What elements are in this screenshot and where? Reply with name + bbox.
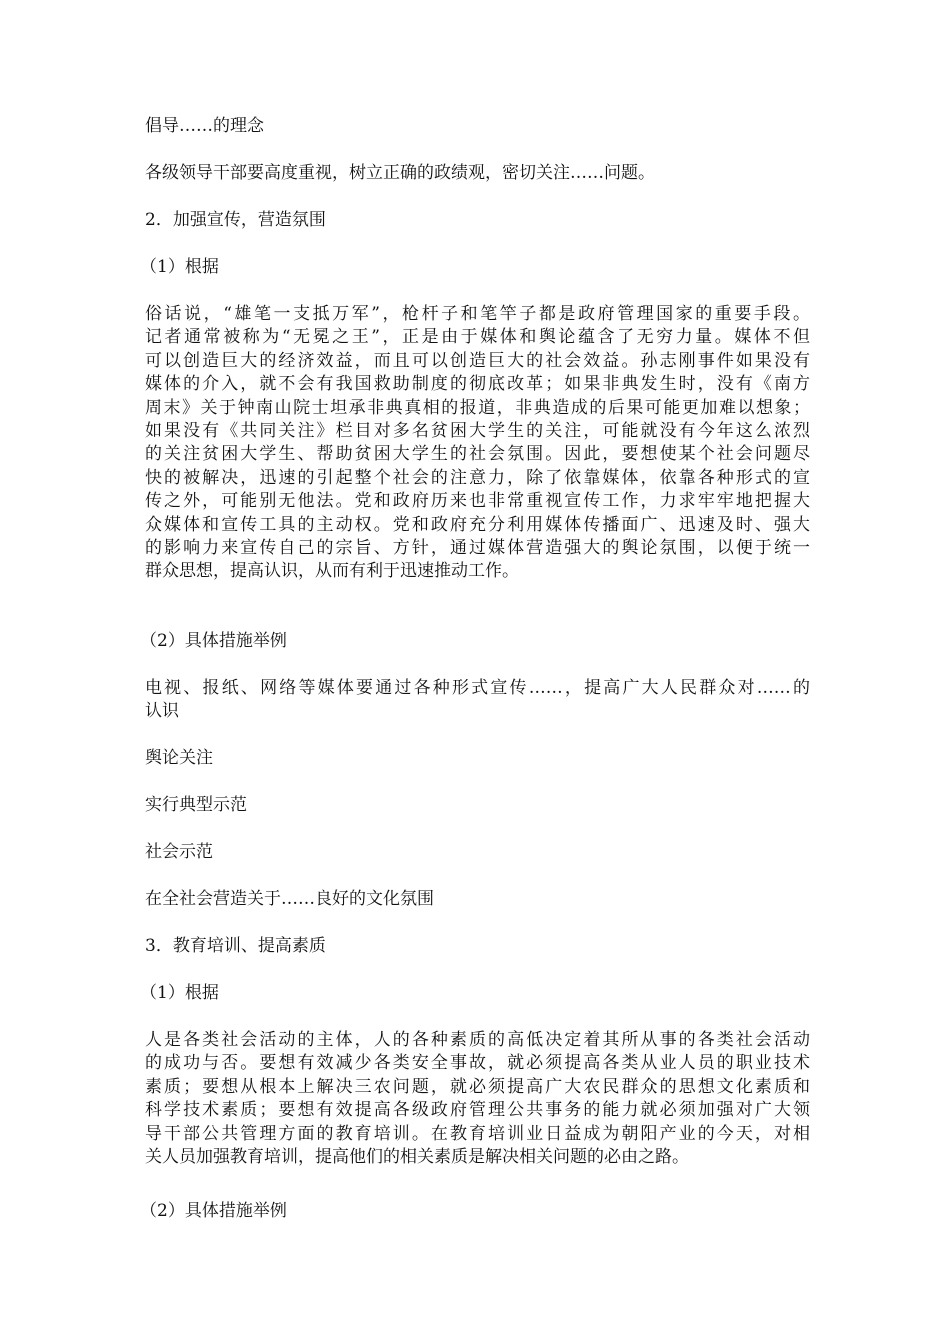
paragraph-line: 的影响力来宣传自己的宗旨、方针，通过媒体营造强大的舆论氛围，以便于统一: [145, 538, 810, 559]
section-heading-3: 3．教育培训、提高素质: [145, 936, 326, 956]
subheading-measures-1: （2）具体措施举例: [140, 631, 287, 651]
paragraph-line: 可以创造巨大的经济效益，而且可以创造巨大的社会效益。孙志刚事件如果没有: [145, 350, 810, 371]
paragraph-media-measures: [145, 677, 810, 724]
paragraph-line: 关人员加强教育培训，提高他们的相关素质是解决相关问题的必由之路。: [145, 1147, 689, 1168]
paragraph-line: 传之外，可能别无他法。党和政府历来也非常重视宣传工作，力求牢牢地把握大: [145, 491, 810, 512]
line-social-demonstration: 社会示范: [145, 842, 213, 862]
line-public-opinion: 舆论关注: [145, 748, 213, 768]
paragraph-line: 记者通常被称为“无冕之王”，正是由于媒体和舆论蕴含了无穷力量。媒体不但: [145, 327, 810, 348]
paragraph-line: 如果没有《共同关注》栏目对多名贫困大学生的关注，可能就没有今年这么浓烈: [145, 421, 810, 442]
paragraph-line: 人是各类社会活动的主体，人的各种素质的高低决定着其所从事的各类社会活动: [145, 1030, 810, 1050]
line-leaders-attention: 各级领导干部要高度重视，树立正确的政绩观，密切关注……问题。: [145, 163, 655, 183]
paragraph-line: 众媒体和宣传工具的主动权。党和政府充分利用媒体传播面广、迅速及时、强大: [145, 514, 810, 535]
paragraph-education-basis: [145, 1029, 810, 1169]
paragraph-line: 素质；要想从根本上解决三农问题，就必须提高广大农民群众的思想文化素质和: [145, 1076, 810, 1097]
paragraph-line: 媒体的介入，就不会有我国救助制度的彻底改革；如果非典发生时，没有《南方: [145, 374, 810, 395]
paragraph-line: 的关注贫困大学生、帮助贫困大学生的社会氛围。因此，要想使某个社会问题尽: [145, 444, 810, 465]
line-typical-demonstration: 实行典型示范: [145, 795, 247, 815]
paragraph-line: 科学技术素质；要想有效提高各级政府管理公共事务的能力就必须加强对广大领: [145, 1100, 810, 1121]
line-cultural-atmosphere: 在全社会营造关于……良好的文化氛围: [145, 889, 434, 909]
subheading-basis-2: （1）根据: [140, 983, 219, 1003]
section-heading-2: 2．加强宣传，营造氛围: [145, 210, 326, 230]
paragraph-line: 俗话说，“雄笔一支抵万军”，枪杆子和笔竿子都是政府管理国家的重要手段。: [145, 304, 810, 324]
paragraph-line: 群众思想，提高认识，从而有利于迅速推动工作。: [145, 561, 519, 582]
subheading-basis-1: （1）根据: [140, 257, 219, 277]
paragraph-media-basis: [145, 303, 810, 584]
paragraph-line: 周末》关于钟南山院士坦承非典真相的报道，非典造成的后果可能更加难以想象；: [145, 397, 810, 418]
line-advocate-concept: 倡导……的理念: [145, 116, 264, 136]
paragraph-line: 快的被解决，迅速的引起整个社会的注意力，除了依靠媒体，依靠各种形式的宣: [145, 467, 810, 488]
paragraph-line: 电视、报纸、网络等媒体要通过各种形式宣传……，提高广大人民群众对……的: [145, 678, 810, 698]
paragraph-line: 认识: [145, 701, 179, 722]
paragraph-line: 导干部公共管理方面的教育培训。在教育培训业日益成为朝阳产业的今天，对相: [145, 1123, 810, 1144]
paragraph-line: 的成功与否。要想有效减少各类安全事故，就必须提高各类从业人员的职业技术: [145, 1053, 810, 1074]
subheading-measures-2: （2）具体措施举例: [140, 1201, 287, 1221]
